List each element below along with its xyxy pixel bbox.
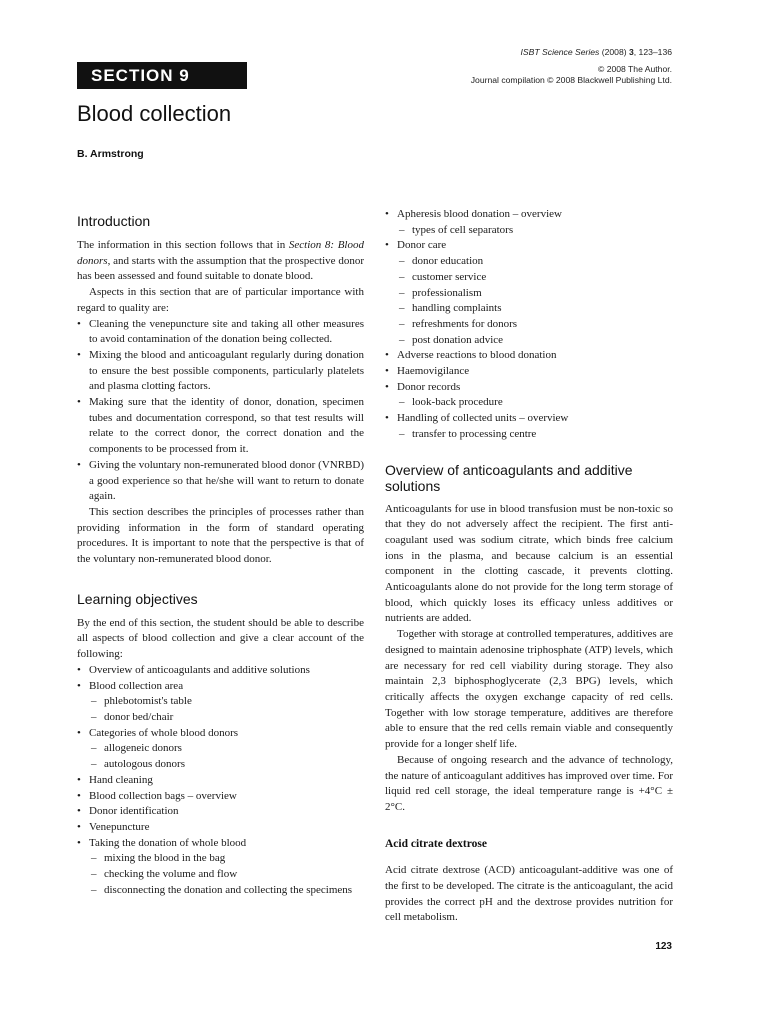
objective-subitem-list (77, 851, 364, 898)
objective-subitem (91, 883, 364, 899)
overview-heading: Overview of anticoagulants and additive solutions (385, 461, 633, 494)
overview-paragraph-2: Together with storage at controlled temperatures, additives are designed to maintain adenosine triphosphate (ATP) levels, which are necessary for red cell viability during storage. They also maintain 2,3 biphosphoglycerate (2,3 BPG) levels, which critically affects the oxygen exchange capacity of red cells. Together with low storage temperature, additives are therefore able to ensure that the red cells remain viable and consequently provide for a longer shelf life. (385, 628, 673, 751)
introduction-paragraph-2: Aspects in this section that are of particular importance with regard to quality are: (77, 286, 364, 314)
journal-series: ISBT Science Series (520, 47, 600, 57)
objective-item (77, 773, 364, 789)
dash-icon: – (399, 270, 405, 283)
overview-paragraph-1: Anticoagulants for use in blood transfusion must be non-toxic so that they do not adversely affect the recipient. The first anti-coagulant used was sodium citrate, which binds free calcium ions in the plasma, and because calcium is an essential component in the clotting cascade, it prevents clotting. Anticoagulants alone do not provide for the long term storage of blood, which quickly loses its efficacy unless additives or nutrients are added. (385, 502, 673, 625)
left-column (77, 213, 364, 898)
objective-subitem (399, 317, 673, 333)
objective-text: Adverse reactions to blood donation (397, 349, 557, 362)
dash-icon: – (399, 302, 405, 315)
introduction-paragraph-3: This section describes the principles of processes rather than providing information in the form of standard operating procedures. It is important to note that the perspective is that of the voluntary non-remunerated blood donor. (77, 505, 364, 566)
journal-year: (2008) (601, 47, 627, 57)
objective-subitem-text: donor education (412, 255, 484, 268)
objective-subitem (91, 741, 364, 757)
objective-subitem-list (77, 694, 364, 725)
learning-objectives-list-left (77, 663, 364, 899)
bullet-icon: • (77, 348, 81, 361)
objective-subitem (399, 254, 673, 270)
objective-subitem-list (385, 223, 673, 239)
objective-subitem-text: look-back procedure (412, 396, 503, 409)
objective-subitem-list (385, 427, 673, 443)
objective-text: Hand cleaning (89, 773, 153, 786)
objective-item (77, 820, 364, 836)
objective-text: Haemovigilance (397, 365, 470, 378)
dash-icon: – (91, 742, 97, 755)
objective-subitem-text: disconnecting the donation and collecting the specimens (104, 883, 353, 896)
dash-icon: – (91, 852, 97, 865)
bullet-icon: • (385, 208, 389, 220)
bullet-icon: • (385, 365, 389, 378)
objective-subitem (91, 757, 364, 773)
objective-item (385, 411, 673, 427)
objective-text: Categories of whole blood donors (89, 726, 239, 739)
bullet-icon: • (77, 820, 81, 833)
bullet-icon: • (77, 317, 81, 330)
introduction-paragraph-1 (77, 238, 364, 285)
objective-subitem-list (385, 254, 673, 348)
objective-item (77, 836, 364, 852)
acd-paragraph-1: Acid citrate dextrose (ACD) anticoagulant-additive was one of the first to be developed. The citrate is the anticoagulant, the acid provides the correct pH and the dextrose provides nutrition for cell metabolism. (385, 864, 673, 924)
quality-aspects-list (77, 317, 364, 505)
dash-icon: – (91, 868, 97, 881)
objective-text: Blood collection area (89, 679, 184, 692)
bullet-icon: • (77, 805, 81, 818)
objective-text: Overview of anticoagulants and additive solutions (89, 663, 310, 676)
objective-subitem-text: autologous donors (104, 758, 185, 771)
bullet-icon: • (77, 726, 81, 739)
objective-text: Donor care (397, 239, 447, 252)
section-label: SECTION 9 (77, 62, 247, 89)
bullet-icon: • (77, 789, 81, 802)
bullet-icon: • (77, 836, 81, 849)
copyright-compilation: Journal compilation © 2008 Blackwell Publishing Ltd. (470, 75, 672, 85)
objective-subitem-list (385, 395, 673, 411)
objective-item (385, 238, 673, 254)
list-item-text: Giving the voluntary non-remunerated blood donor (VNRBD) a good experience so that he/she will want to return to donate again. (89, 458, 364, 503)
dash-icon: – (399, 427, 405, 440)
dash-icon: – (399, 223, 405, 236)
list-item (77, 395, 364, 458)
list-item (77, 458, 364, 505)
journal-volume: 3 (628, 47, 634, 57)
bullet-icon: • (385, 349, 389, 362)
objective-subitem (399, 333, 673, 349)
objective-subitem-text: phlebotomist's table (104, 695, 192, 708)
intro-p1-italic: Section 8: Blood donors (77, 239, 364, 267)
dash-icon: – (91, 710, 97, 723)
journal-pages: , 123–136 (633, 47, 672, 57)
bullet-icon: • (385, 412, 389, 425)
list-item (77, 317, 364, 348)
objective-text: Handling of collected units – overview (397, 412, 569, 425)
bullet-icon: • (385, 239, 389, 252)
objective-text: Taking the donation of whole blood (89, 836, 247, 849)
objective-subitem-text: donor bed/chair (104, 710, 174, 723)
objective-subitem-text: mixing the blood in the bag (104, 852, 226, 865)
page-title: Blood collection (77, 101, 232, 126)
objective-item (77, 726, 364, 742)
objective-subitem (399, 286, 673, 302)
objective-item (385, 380, 673, 396)
objective-subitem-list (77, 741, 364, 772)
objective-item (385, 207, 673, 223)
objective-subitem-text: customer service (412, 270, 487, 283)
objective-subitem (91, 694, 364, 710)
page-number: 123 (655, 941, 672, 952)
objective-subitem-text: transfer to processing centre (412, 427, 537, 440)
intro-p1-after: , and starts with the assumption that the prospective donor has been assessed and found suitable to donate blood. (77, 254, 364, 283)
objective-text: Blood collection bags – overview (89, 789, 237, 802)
objective-text: Donor records (397, 380, 461, 393)
dash-icon: – (399, 255, 405, 268)
objective-subitem (91, 867, 364, 883)
right-column (385, 207, 673, 926)
author-name: B. Armstrong (77, 148, 144, 160)
objective-subitem (91, 710, 364, 726)
bullet-icon: • (77, 396, 81, 409)
objective-subitem (399, 395, 673, 411)
copyright-author: © 2008 The Author. (597, 63, 672, 74)
objective-text: Venepuncture (89, 820, 150, 833)
objective-item (77, 679, 364, 695)
objective-item (385, 348, 673, 364)
objective-subitem (399, 223, 673, 239)
objective-subitem (91, 851, 364, 867)
overview-paragraph-3: Because of ongoing research and the advance of technology, the nature of anticoagulant additives has improved over time. For liquid red cell storage, the ideal temperature range is +4°C ± 2°C. (385, 753, 673, 813)
list-item-text: Cleaning the venepuncture site and taking all other measures to avoid contamination of the donation being collected. (89, 317, 364, 346)
list-item-text: Making sure that the identity of donor, donation, specimen tubes and documentation correspond, so that test results will relate to the correct donor, the correct donation and the components to be processed from it. (89, 396, 364, 456)
dash-icon: – (399, 317, 405, 330)
journal-citation-line (372, 47, 672, 59)
objective-subitem-text: post donation advice (412, 333, 504, 346)
objective-subitem-text: refreshments for donors (412, 317, 518, 330)
objective-subitem-text: allogeneic donors (104, 742, 182, 755)
bullet-icon: • (77, 679, 81, 692)
journal-citation (372, 47, 672, 87)
dash-icon: – (399, 286, 405, 299)
dash-icon: – (91, 883, 97, 896)
objective-subitem-text: professionalism (412, 286, 482, 299)
dash-icon: – (399, 396, 405, 409)
list-item-text: Mixing the blood and anticoagulant regularly during donation to ensure the best possible components, particularly platelets and plasma clotting factors. (89, 348, 364, 393)
bullet-icon: • (77, 773, 81, 786)
introduction-heading: Introduction (77, 213, 151, 229)
learning-objectives-heading: Learning objectives (77, 590, 198, 607)
objective-subitem-text: handling complaints (412, 302, 502, 315)
objective-subitem-text: checking the volume and flow (104, 868, 238, 881)
objective-item (77, 804, 364, 820)
list-item (77, 348, 364, 395)
bullet-icon: • (77, 663, 81, 676)
objective-text: Apheresis blood donation – overview (397, 208, 562, 220)
dash-icon: – (399, 333, 405, 346)
acd-heading: Acid citrate dextrose (385, 837, 487, 850)
objective-text: Donor identification (89, 805, 179, 818)
dash-icon: – (91, 758, 97, 771)
learning-objectives-intro: By the end of this section, the student should be able to describe all aspects of blood collection and give a clear account of the following: (77, 616, 364, 661)
objective-item (385, 364, 673, 380)
objective-subitem-text: types of cell separators (412, 223, 514, 236)
learning-objectives-list-right (385, 207, 673, 443)
objective-subitem (399, 270, 673, 286)
dash-icon: – (91, 695, 97, 708)
bullet-icon: • (77, 458, 81, 471)
objective-item (77, 663, 364, 679)
objective-subitem (399, 427, 673, 443)
bullet-icon: • (385, 380, 389, 393)
intro-p1-before: The information in this section follows that in (77, 239, 289, 251)
objective-item (77, 789, 364, 805)
objective-subitem (399, 301, 673, 317)
